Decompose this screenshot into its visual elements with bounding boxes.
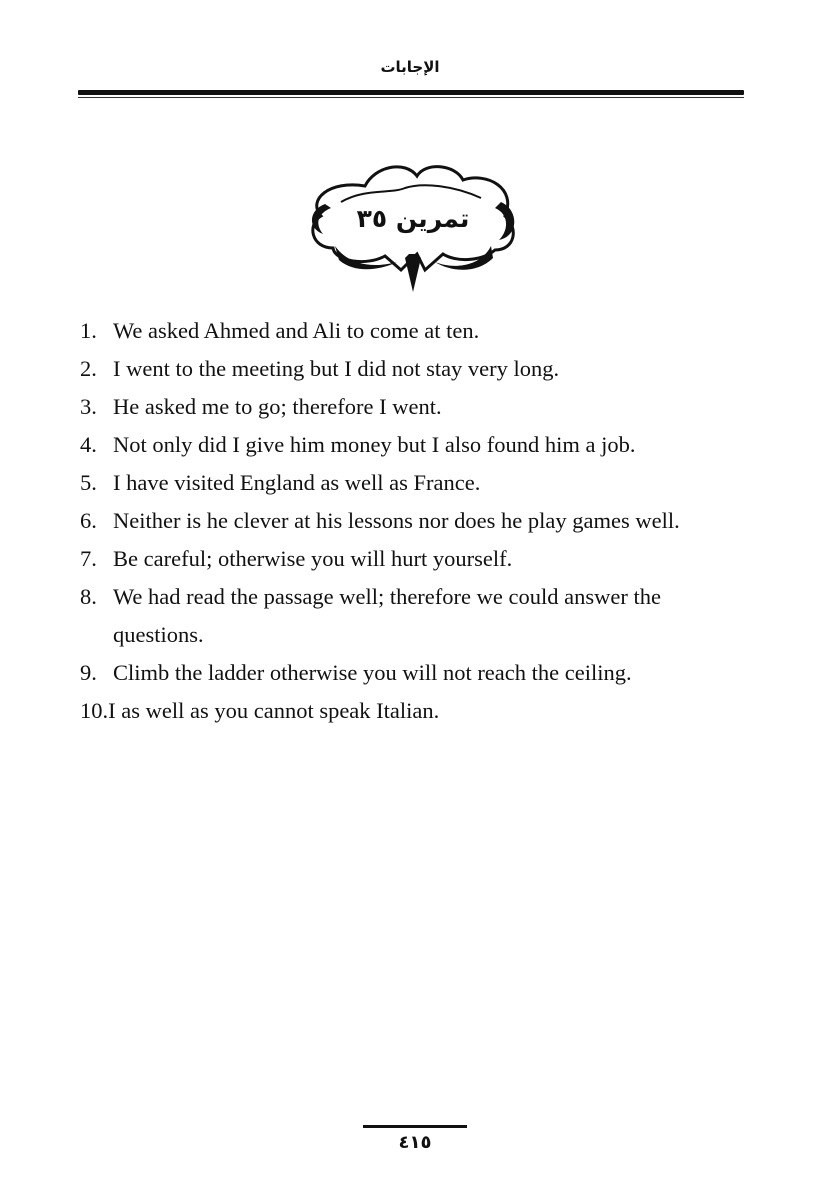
list-item (80, 388, 750, 426)
item-text: I went to the meeting but I did not stay very long. (113, 356, 560, 381)
list-item (80, 540, 750, 578)
item-number: 10. (80, 698, 109, 723)
item-text: He asked me to go; therefore I went. (113, 394, 442, 419)
item-text: Neither is he clever at his lessons nor does he play games well. (113, 508, 680, 533)
item-text: Climb the ladder otherwise you will not reach the ceiling. (113, 660, 632, 685)
item-text: I as well as you cannot speak Italian. (108, 698, 440, 723)
list-item (80, 692, 750, 730)
exercise-emblem (305, 158, 521, 294)
item-text: We had read the passage well; therefore we could answer the questions. (113, 584, 661, 647)
list-item (80, 312, 750, 350)
item-text: We asked Ahmed and Ali to come at ten. (113, 318, 480, 343)
item-number: 7. (80, 546, 97, 571)
list-item (80, 654, 750, 692)
page-number: ٤١٥ (398, 1132, 432, 1153)
list-item (80, 502, 750, 540)
list-item (80, 464, 750, 502)
exercise-title: تمرين ٣٥ (356, 204, 470, 233)
list-item (80, 426, 750, 464)
exercise-list (80, 312, 750, 730)
item-number: 1. (80, 318, 97, 343)
footer-rule (363, 1125, 467, 1128)
running-header: الإجابات (380, 58, 440, 76)
header-rule (78, 90, 744, 98)
list-item (80, 350, 750, 388)
list-item (80, 578, 750, 654)
item-number: 4. (80, 432, 97, 457)
item-number: 8. (80, 584, 97, 609)
item-number: 2. (80, 356, 97, 381)
item-text: Be careful; otherwise you will hurt yourself. (113, 546, 513, 571)
item-text: Not only did I give him money but I also found him a job. (113, 432, 636, 457)
item-number: 3. (80, 394, 97, 419)
item-number: 9. (80, 660, 97, 685)
item-number: 5. (80, 470, 97, 495)
item-number: 6. (80, 508, 97, 533)
item-text: I have visited England as well as France. (113, 470, 481, 495)
